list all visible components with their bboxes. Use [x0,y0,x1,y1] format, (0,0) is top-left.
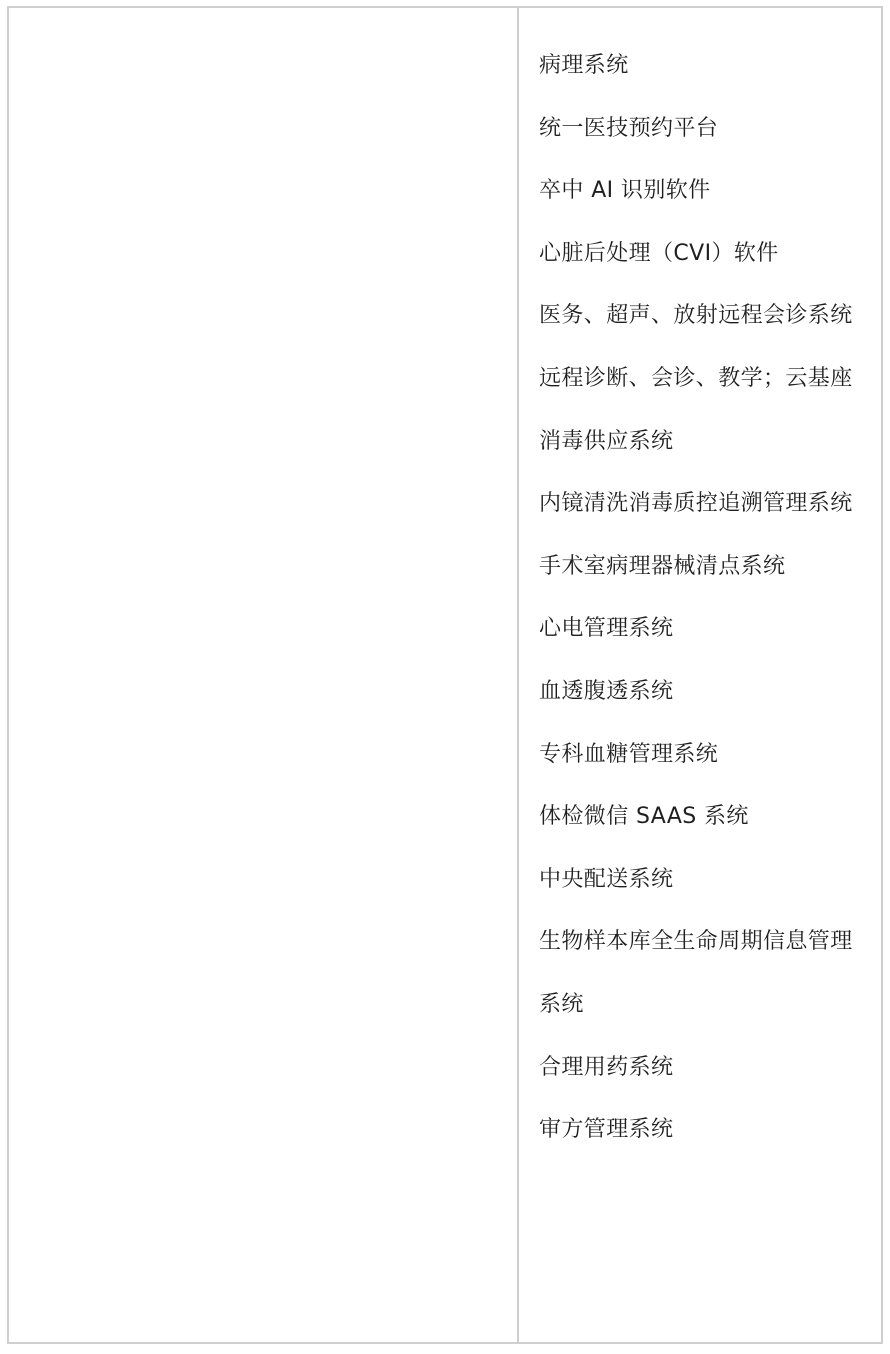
list-item: 血透腹透系统 [539,678,674,704]
list-item: 病理系统 [539,53,629,78]
list-item: 生物样本库全生命周期信息管理系统 [539,929,853,1017]
list-item: 体检微信 SAAS 系统 [539,804,749,830]
list-item: 专科血糖管理系统 [539,741,719,767]
list-item: 心电管理系统 [539,616,674,642]
table-cell-left [9,8,519,1342]
list-item: 消毒供应系统 [539,428,674,454]
list-item: 合理用药系统 [539,1054,674,1080]
list-item: 审方管理系统 [539,1117,674,1143]
list-item: 手术室病理器械清点系统 [539,553,786,579]
document-table [7,6,883,1344]
list-item: 医务、超声、放射远程会诊系统 [539,303,853,329]
list-item: 内镜清洗消毒质控追溯管理系统 [539,491,853,517]
list-item: 统一医技预约平台 [539,115,719,141]
list-item: 卒中 AI 识别软件 [539,178,711,204]
table-cell-right [519,8,881,1342]
list-item: 中央配送系统 [539,866,674,892]
list-item: 心脏后处理（CVI）软件 [539,240,779,266]
list-item: 远程诊断、会诊、教学；云基座 [539,365,853,391]
